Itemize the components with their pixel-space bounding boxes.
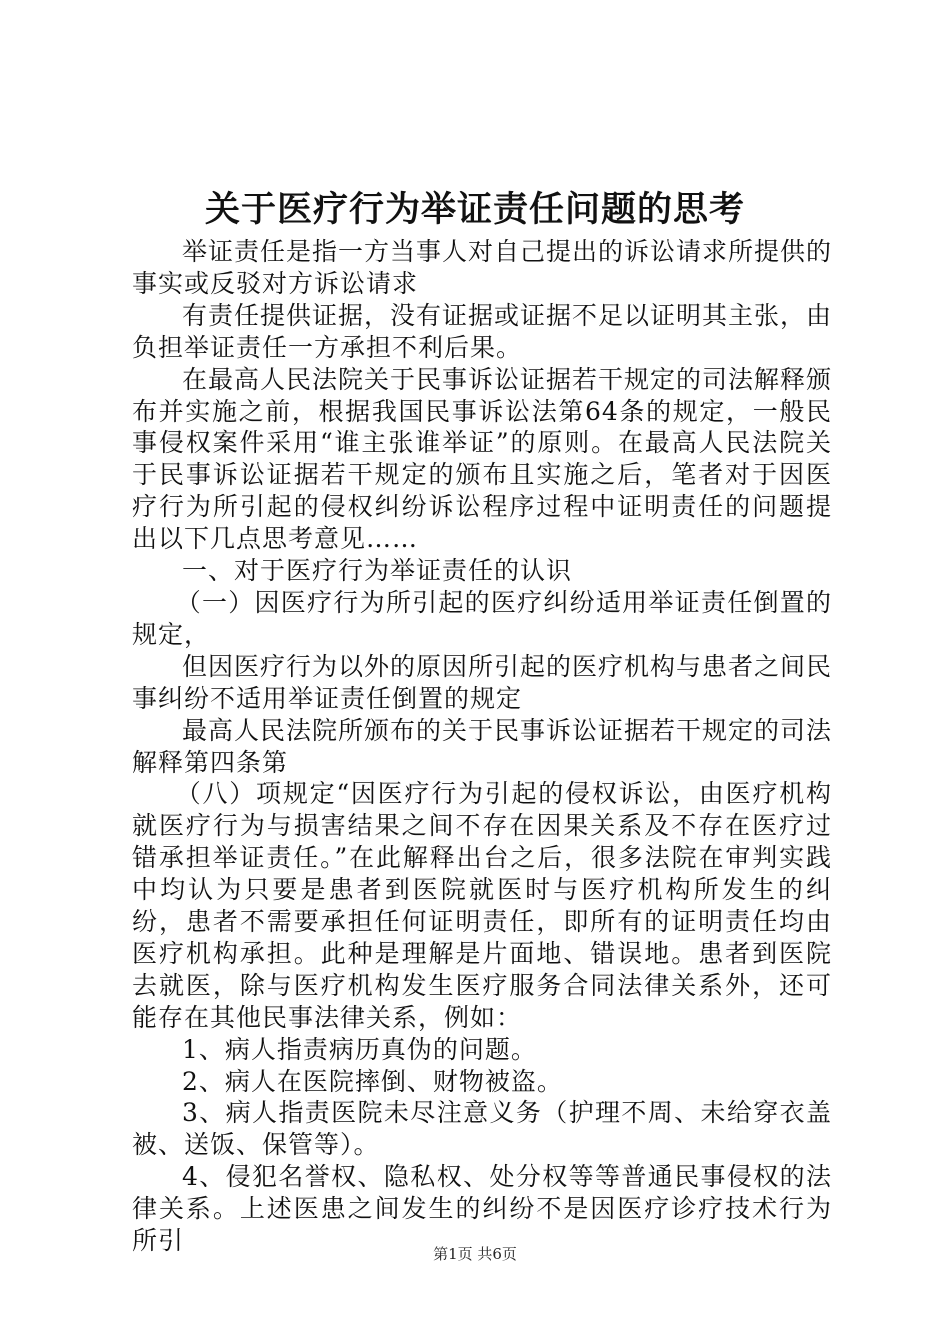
page-number-footer: 第1页 共6页	[433, 1245, 517, 1263]
list-item-2: 2、病人在医院摔倒、财物被盗。	[182, 1066, 563, 1096]
section-heading-1: 一、对于医疗行为举证责任的认识	[182, 556, 573, 586]
paragraph-burden-consequence: 有责任提供证据，没有证据或证据不足以证明其主张，由负担举证责任一方承担不利后果。	[132, 300, 833, 362]
subsection-heading-1: （一）因医疗行为所引起的医疗纠纷适用举证责任倒置的规定，	[132, 587, 832, 649]
list-item-1: 1、病人指责病历真伪的问题。	[182, 1034, 537, 1064]
paragraph-background: 在最高人民法院关于民事诉讼证据若干规定的司法解释颁布并实施之前，根据我国民事诉讼法第64条的规定，一般民事侵权案件采用“谁主张谁举证”的原则。在最高人民法院关于民事诉讼证据若干规定的颁布且实施之后，笔者对于因医疗行为所引起的侵权纠纷诉讼程序过程中证明责任的问题提出以下几点思考意见……	[132, 364, 833, 554]
list-item-3: 3、病人指责医院未尽注意义务（护理不周、未给穿衣盖被、送饭、保管等）。	[132, 1098, 832, 1160]
document-body	[132, 236, 832, 1257]
paragraph-interpretation: 最高人民法院所颁布的关于民事诉讼证据若干规定的司法解释第四条第	[132, 715, 833, 777]
paragraph-burden-definition: 举证责任是指一方当事人对自己提出的诉讼请求所提供的事实或反驳对方诉讼请求	[132, 237, 833, 298]
document-title: 关于医疗行为举证责任问题的思考	[204, 189, 745, 230]
paragraph-article-8: （八）项规定“因医疗行为引起的侵权诉讼，由医疗机构就医疗行为与损害结果之间不存在因果关系及不存在医疗过错承担举证责任。”在此解释出台之后，很多法院在审判实践中均认为只要是患者到医院就医时与医疗机构所发生的纠纷，患者不需要承担任何证明责任，即所有的证明责任均由医疗机构承担。此种是理解是片面地、错误地。患者到医院去就医，除与医疗机构发生医疗服务合同法律关系外，还可能存在其他民事法律关系，例如：	[132, 779, 832, 1032]
list-item-4: 4、侵犯名誉权、隐私权、处分权等等普通民事侵权的法律关系。上述医患之间发生的纠纷不是因医疗诊疗技术行为所引	[132, 1162, 832, 1256]
paragraph-exception: 但因医疗行为以外的原因所引起的医疗机构与患者之间民事纠纷不适用举证责任倒置的规定	[132, 651, 833, 713]
